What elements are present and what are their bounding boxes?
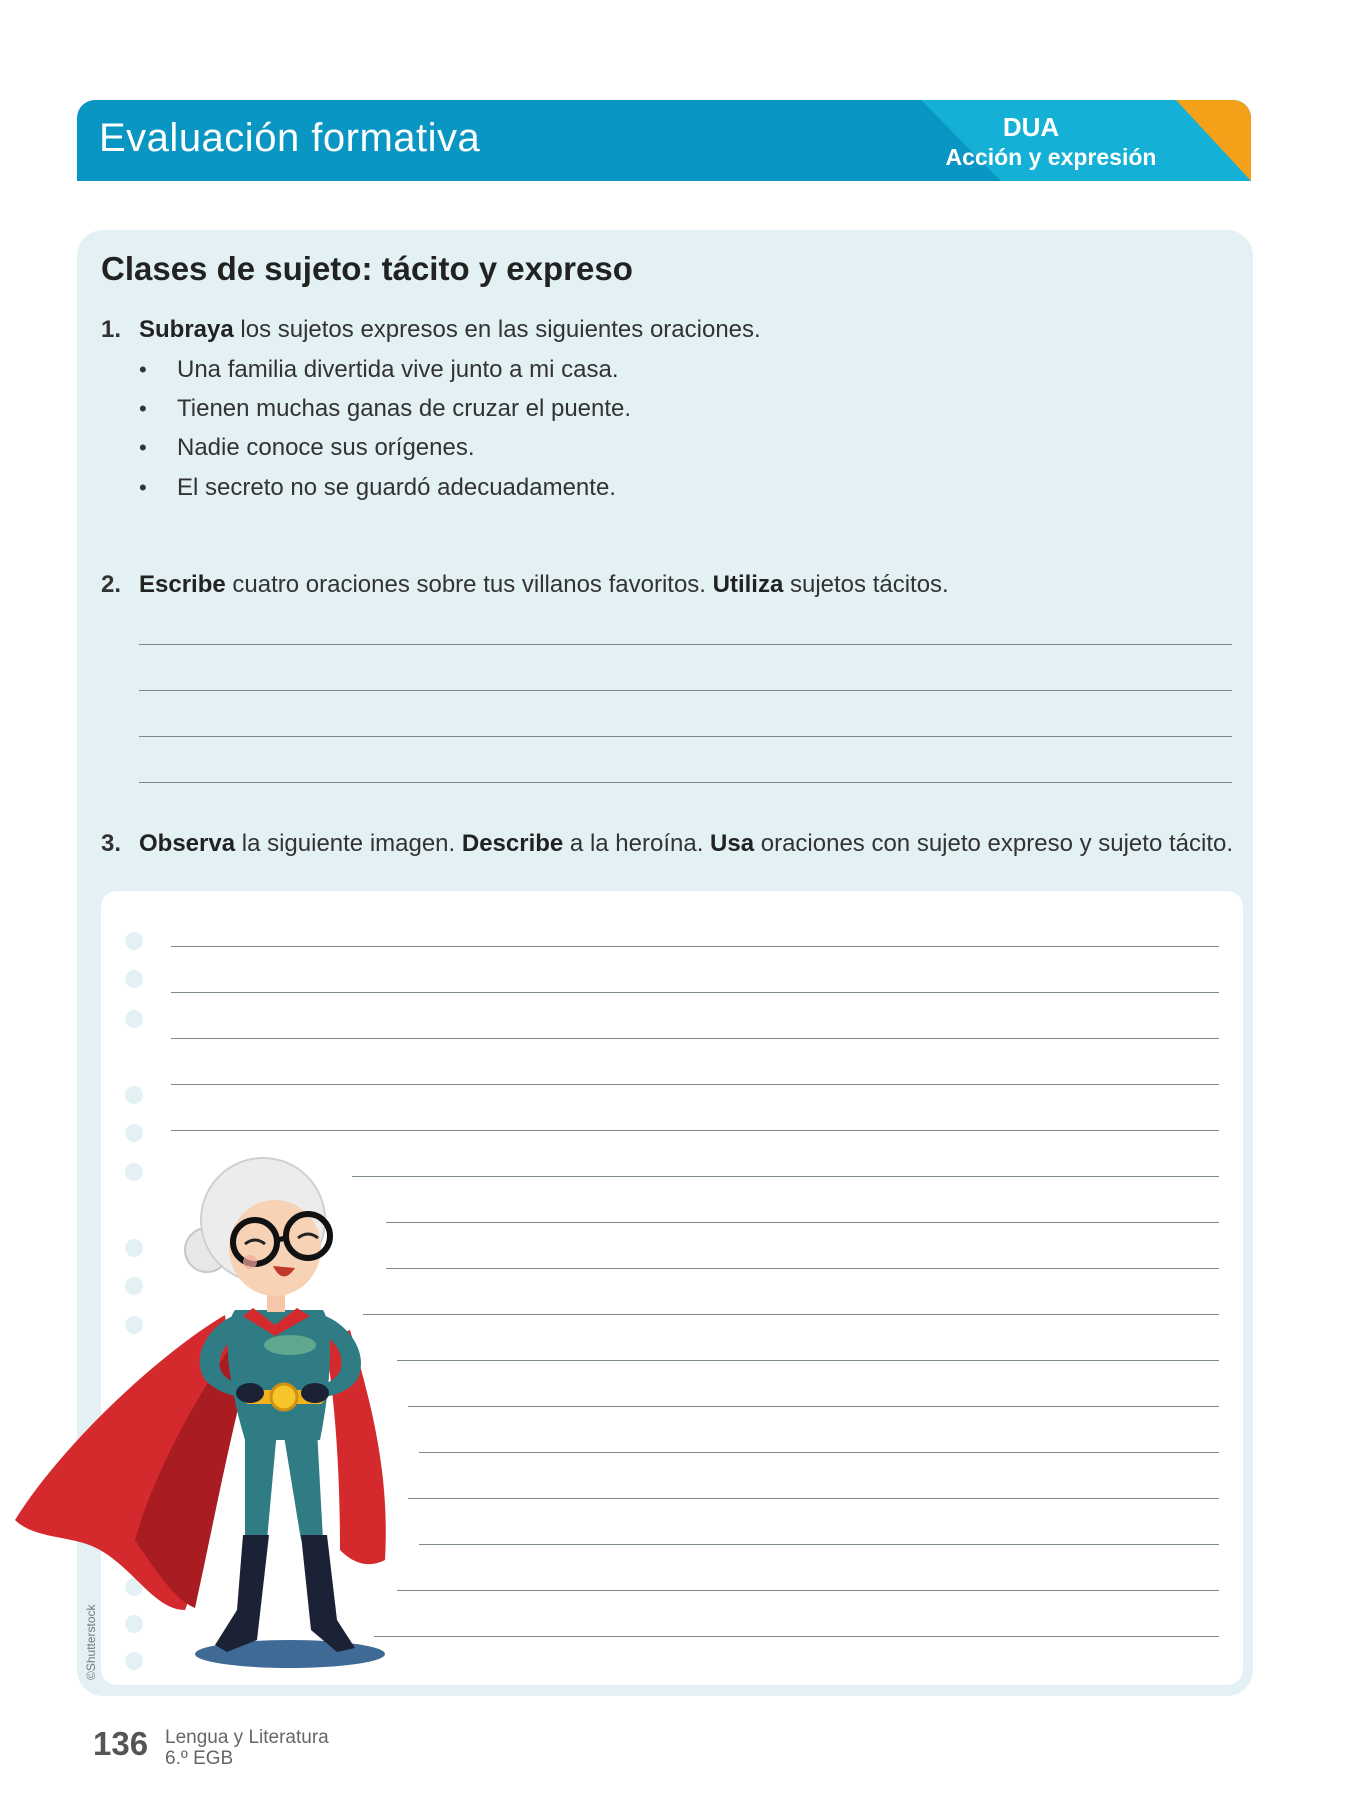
dua-badge (881, 100, 1251, 181)
question-number: 2. (101, 571, 122, 598)
instruction-verb: Utiliza (712, 571, 784, 598)
page-number: 136 (93, 1725, 149, 1762)
right-glove (301, 1383, 329, 1403)
binder-hole (125, 1086, 143, 1104)
list-item (139, 356, 619, 384)
question-3 (101, 830, 1233, 858)
bullet-icon: • (139, 357, 147, 382)
list-item (139, 395, 631, 423)
writing-line[interactable] (139, 736, 1232, 737)
image-credit: ©Shutterstock (84, 1604, 98, 1680)
glasses-bridge (277, 1238, 286, 1240)
instruction-text: la siguiente imagen. (235, 830, 462, 857)
writing-line[interactable] (419, 1452, 1219, 1453)
header-title: Evaluación formativa (99, 116, 481, 160)
writing-line[interactable] (171, 992, 1219, 993)
instruction-verb: Observa (139, 830, 236, 857)
list-item (139, 474, 616, 502)
question-1 (101, 316, 761, 344)
chest-emblem (264, 1335, 316, 1355)
bullet-icon: • (139, 396, 147, 421)
belt-buckle (271, 1384, 297, 1410)
writing-line[interactable] (171, 1038, 1219, 1039)
instruction-text: los sujetos expresos en las siguientes oraciones. (233, 316, 761, 343)
instruction-verb: Subraya (139, 316, 234, 343)
instruction-verb: Describe (461, 830, 564, 857)
writing-line[interactable] (397, 1590, 1219, 1591)
instruction-text: cuatro oraciones sobre tus villanos favoritos. (225, 571, 713, 598)
list-item (139, 434, 475, 462)
binder-hole (125, 1010, 143, 1028)
writing-line[interactable] (139, 782, 1232, 783)
writing-line[interactable] (139, 644, 1232, 645)
writing-line[interactable] (171, 1084, 1219, 1085)
footer-subject: Lengua y Literatura (165, 1727, 329, 1748)
question-2 (101, 571, 949, 599)
instruction-text: oraciones con sujeto expreso y sujeto tácito. (754, 830, 1233, 857)
writing-line[interactable] (386, 1268, 1219, 1269)
instruction-text: a la heroína. (563, 830, 711, 857)
section-header-bar (77, 100, 1251, 181)
writing-line[interactable] (408, 1498, 1219, 1499)
left-boot (215, 1535, 269, 1652)
writing-line[interactable] (139, 690, 1232, 691)
bullet-icon: • (139, 475, 147, 500)
badge-title: DUA (1002, 112, 1060, 142)
sentence-text: El secreto no se guardó adecuadamente. (177, 474, 616, 501)
left-leg (245, 1430, 277, 1540)
left-glove (236, 1383, 264, 1403)
writing-line[interactable] (363, 1314, 1219, 1315)
binder-hole (125, 970, 143, 988)
writing-line[interactable] (171, 946, 1219, 947)
instruction-verb: Escribe (139, 571, 226, 598)
superheroine-illustration (5, 1140, 395, 1680)
sentence-text: Tienen muchas ganas de cruzar el puente. (177, 395, 632, 422)
badge-subtitle: Acción y expresión (945, 144, 1157, 170)
writing-line[interactable] (374, 1636, 1219, 1637)
question-number: 1. (101, 316, 122, 343)
instruction-verb: Usa (710, 830, 755, 857)
sentence-text: Una familia divertida vive junto a mi casa. (177, 356, 619, 383)
writing-line[interactable] (352, 1176, 1219, 1177)
right-leg (283, 1430, 323, 1540)
writing-line[interactable] (419, 1544, 1219, 1545)
instruction-text: sujetos tácitos. (783, 571, 949, 598)
writing-line[interactable] (408, 1406, 1219, 1407)
section-title: Clases de sujeto: tácito y expreso (101, 250, 633, 287)
left-cheek (243, 1255, 257, 1269)
bullet-icon: • (139, 435, 147, 460)
binder-hole (125, 932, 143, 950)
footer-grade: 6.º EGB (165, 1748, 234, 1769)
writing-line[interactable] (386, 1222, 1219, 1223)
writing-line[interactable] (397, 1360, 1219, 1361)
writing-line[interactable] (171, 1130, 1219, 1131)
sentence-text: Nadie conoce sus orígenes. (177, 434, 475, 461)
question-number: 3. (101, 830, 122, 857)
